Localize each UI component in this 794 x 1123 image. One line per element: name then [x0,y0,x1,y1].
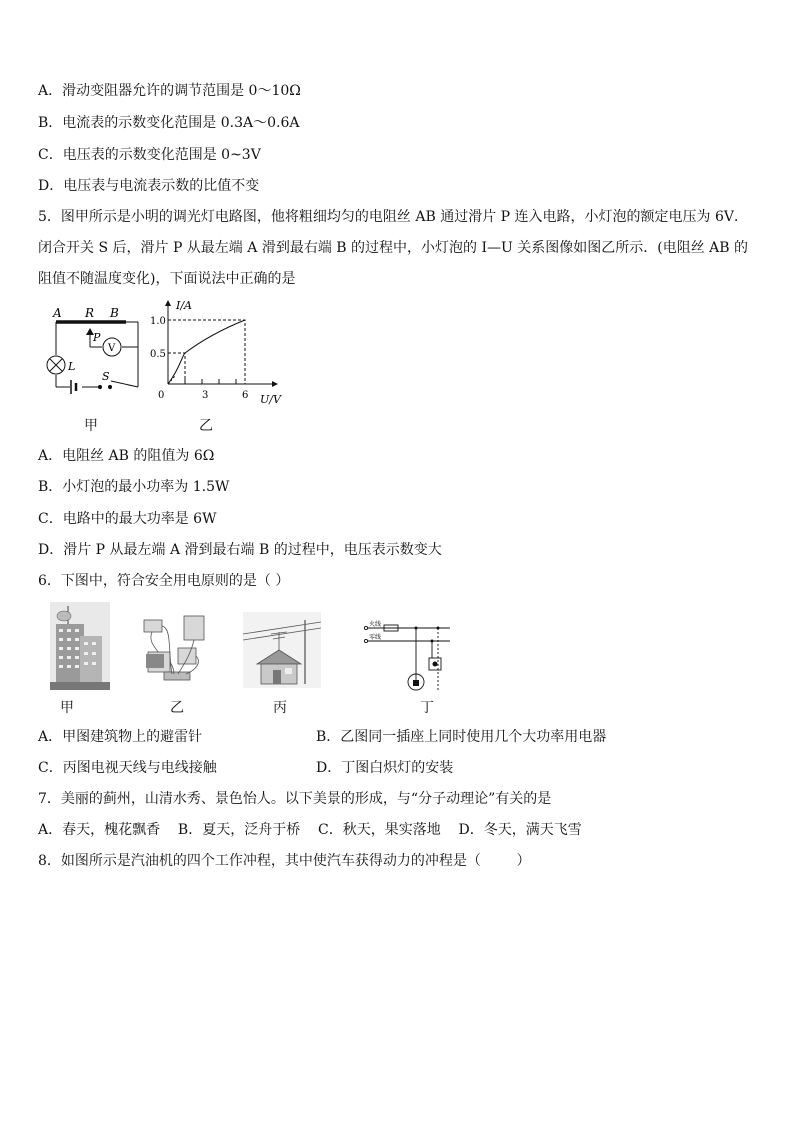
q6-option-a: A．甲图建筑物上的避雷针 [38,729,203,745]
voltmeter-label: V [108,343,116,354]
q6-caption-ding: 丁 [420,700,434,716]
iu-graph [150,298,290,410]
q6-option-d: D．丁图白炽灯的安装 [316,760,454,776]
q7-options: A．春天，槐花飘香 B．夏天，泛舟于桥 C．秋天，果实落地 D．冬天，满天飞雪 [38,822,582,838]
live-wire-label: 火线 [369,621,382,628]
q5-option-a: A．电阻丝 AB 的阻值为 6Ω [38,448,215,464]
lamp-wiring-diagram [362,620,456,696]
q6-option-b: B．乙图同一插座上同时使用几个大功率用电器 [316,729,607,745]
q5-option-b: B．小灯泡的最小功率为 1.5W [38,479,230,495]
q4-option-c: C．电压表的示数变化范围是 0~3V [38,147,261,163]
graph-ytick-05: 0.5 [150,349,166,360]
graph-xtick-0: 0 [158,390,165,401]
graph-caption: 乙 [199,418,213,434]
circuit-label-l: L [68,360,76,373]
q6-caption-bing: 丙 [273,700,287,716]
overloaded-socket-image [138,612,216,688]
neutral-wire-label: 零线 [369,634,382,641]
circuit-label-b: B [110,306,119,320]
circuit-label-s: S [102,370,110,383]
circuit-caption: 甲 [84,418,98,434]
q6-caption-jia: 甲 [60,700,74,716]
graph-ytick-1: 1.0 [150,316,166,327]
q5-option-c: C．电路中的最大功率是 6W [38,511,217,527]
q4-option-a: A．滑动变阻器允许的调节范围是 0～10Ω [38,83,301,99]
q8-stem: 8．如图所示是汽油机的四个工作冲程，其中使汽车获得动力的冲程是（ ） [38,853,531,869]
q4-option-d: D．电压表与电流表示数的比值不变 [38,178,260,194]
q6-option-c: C．丙图电视天线与电线接触 [38,760,217,776]
q6-caption-yi: 乙 [170,700,184,716]
circuit-label-r: R [85,306,95,320]
antenna-power-line-image [243,612,321,688]
circuit-label-p: P [93,331,101,344]
q7-stem: 7．美丽的蓟州，山清水秀、景色怡人。以下美景的形成，与“分子动理论”有关的是 [38,791,552,807]
graph-xtick-3: 3 [202,390,209,401]
graph-ylabel: I/A [176,299,192,312]
q5-option-d: D．滑片 P 从最左端 A 滑到最右端 B 的过程中，电压表示数变大 [38,542,442,558]
circuit-diagram [40,300,150,410]
circuit-label-a: A [53,306,62,320]
graph-xtick-6: 6 [242,390,249,401]
graph-xlabel: U/V [260,393,281,406]
q5-stem: 5．图甲所示是小明的调光灯电路图，他将粗细均匀的电阻丝 AB 通过滑片 P 连入电路，小灯泡的额定电压为 6V．闭合开关 S 后，滑片 P 从最左端 A 滑到最右端 B 的过程中，小灯泡的 I—U 关系图像如图乙所示．(电阻丝 AB 的阻值不随温度变化)，下面说法中正确的是 [38,209,748,287]
lightning-rod-building-image [50,602,110,690]
q4-option-b: B．电流表的示数变化范围是 0.3A～0.6A [38,115,300,131]
q6-stem: 6．下图中，符合安全用电原则的是（ ） [38,573,290,589]
